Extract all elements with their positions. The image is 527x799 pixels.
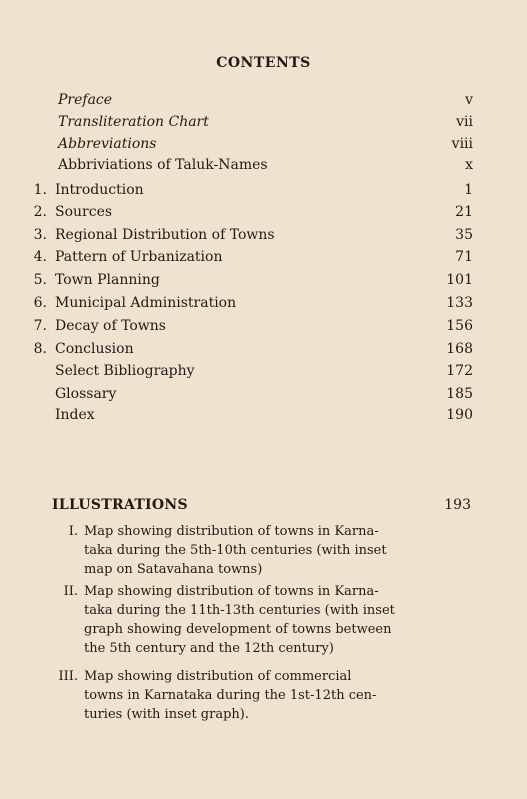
toc-entry-abbriviations-taluk [0, 155, 527, 175]
toc-entry-page: vii [456, 114, 473, 130]
toc-chapter-5 [0, 270, 527, 290]
illustration-item-1 [40, 522, 420, 582]
chapter-number: 1. [33, 182, 47, 198]
caption-line: turies (with inset graph). [84, 707, 249, 722]
chapter-number: 5. [33, 272, 47, 288]
toc-chapter-2 [0, 202, 527, 222]
chapter-title: Conclusion [55, 341, 134, 357]
chapter-page: 168 [446, 341, 473, 357]
chapter-title: Regional Distribution of Towns [55, 227, 275, 243]
chapter-number: 3. [33, 227, 47, 243]
toc-chapter-7 [0, 316, 527, 336]
toc-entry-index [0, 405, 527, 425]
caption-line: graph showing development of towns between [84, 622, 392, 637]
chapter-title: Pattern of Urbanization [55, 249, 223, 265]
toc-entry-page: x [465, 157, 473, 173]
caption-line: Map showing distribution of towns in Karna- [84, 584, 379, 599]
toc-entry-label: Abbreviations [58, 136, 157, 152]
caption-line: towns in Karnataka during the 1st-12th cen- [84, 688, 377, 703]
chapter-page: 35 [455, 227, 473, 243]
chapter-number: 2. [33, 204, 47, 220]
chapter-number: 8. [33, 341, 47, 357]
chapter-page: 101 [446, 272, 473, 288]
illustration-caption [84, 582, 414, 658]
illustration-number: II. [63, 584, 78, 599]
toc-entry-preface [0, 90, 527, 110]
illustration-number: I. [68, 524, 78, 539]
page-title: CONTENTS [216, 55, 311, 71]
chapter-title: Town Planning [55, 272, 160, 288]
caption-line: Map showing distribution of towns in Karna- [84, 524, 379, 539]
toc-chapter-1 [0, 180, 527, 200]
chapter-page: 133 [446, 295, 473, 311]
toc-chapter-4 [0, 247, 527, 267]
toc-entry-label: Index [55, 407, 95, 423]
illustrations-heading: ILLUSTRATIONS [52, 497, 188, 513]
toc-entry-transliteration-chart [0, 112, 527, 132]
caption-line: taka during the 11th-13th centuries (with inset [84, 603, 395, 618]
toc-entry-glossary [0, 384, 527, 404]
illustration-caption [84, 667, 414, 724]
chapter-page: 1 [464, 182, 473, 198]
chapter-page: 21 [455, 204, 473, 220]
toc-entry-page: v [465, 92, 473, 108]
chapter-title: Municipal Administration [55, 295, 237, 311]
chapter-number: 6. [33, 295, 47, 311]
illustration-caption [84, 522, 414, 579]
toc-chapter-8 [0, 339, 527, 359]
toc-entry-page: 172 [446, 363, 473, 379]
toc-chapter-6 [0, 293, 527, 313]
chapter-page: 71 [455, 249, 473, 265]
illustration-number: III. [58, 669, 78, 684]
caption-line: the 5th century and the 12th century) [84, 641, 334, 656]
chapter-title: Sources [55, 204, 113, 220]
chapter-title: Decay of Towns [55, 318, 166, 334]
illustration-item-3 [40, 667, 420, 727]
toc-entry-label: Abbriviations of Taluk-Names [58, 157, 268, 173]
caption-line: Map showing distribution of commercial [84, 669, 352, 684]
chapter-title: Introduction [55, 182, 144, 198]
caption-line: map on Satavahana towns) [84, 562, 263, 577]
chapter-page: 156 [446, 318, 473, 334]
toc-entry-label: Glossary [55, 386, 117, 402]
toc-chapter-3 [0, 225, 527, 245]
toc-entry-label: Preface [58, 92, 113, 108]
chapter-number: 4. [33, 249, 47, 265]
toc-entry-label: Select Bibliography [55, 363, 195, 379]
toc-entry-bibliography [0, 361, 527, 381]
chapter-number: 7. [33, 318, 47, 334]
toc-entry-abbreviations [0, 134, 527, 154]
toc-entry-page: 190 [446, 407, 473, 423]
illustrations-page: 193 [444, 497, 471, 513]
caption-line: taka during the 5th-10th centuries (with inset [84, 543, 387, 558]
toc-entry-page: 185 [446, 386, 473, 402]
toc-entry-page: viii [451, 136, 473, 152]
illustration-item-2 [40, 582, 420, 662]
toc-entry-label: Transliteration Chart [58, 114, 209, 130]
